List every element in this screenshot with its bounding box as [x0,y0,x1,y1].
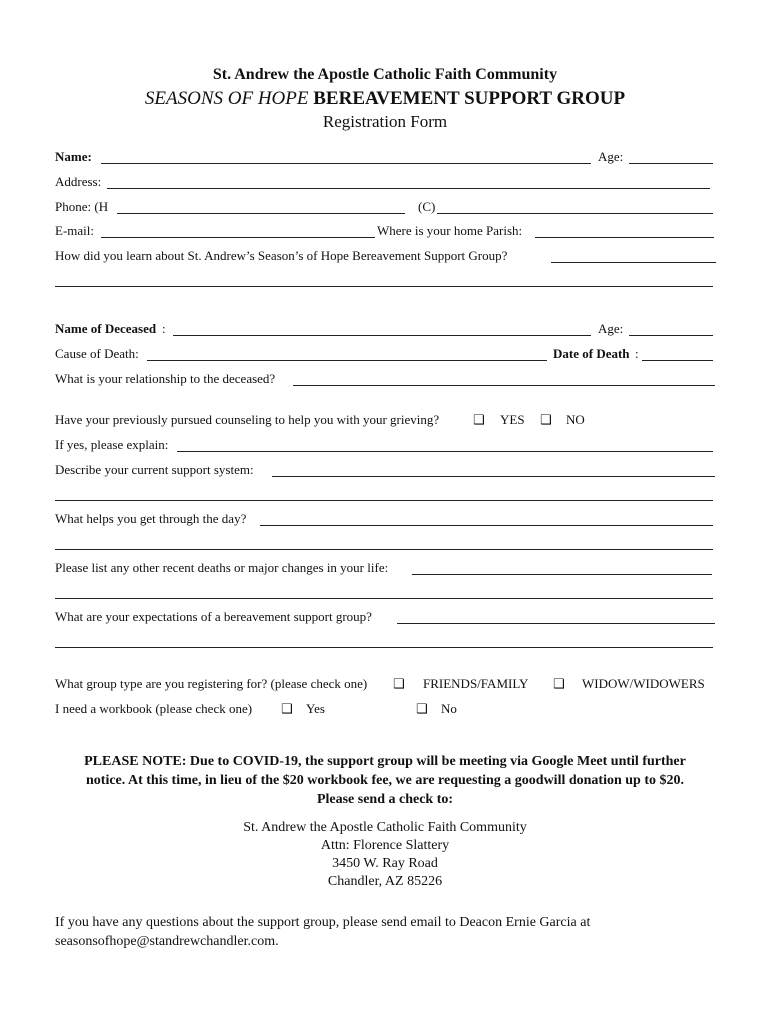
address-field[interactable] [107,174,710,189]
covid-note [40,752,730,809]
date-label: Date of Death [553,346,630,361]
address-line-4: Chandler, AZ 85226 [327,874,443,889]
address-line-1: St. Andrew the Apostle Catholic Faith Community [243,820,527,835]
org-name: St. Andrew the Apostle Catholic Faith Community [212,66,558,83]
parish-label: Where is your home Parish: [377,223,523,238]
expectations-field[interactable] [397,609,715,624]
friends-family-label: FRIENDS/FAMILY [423,676,529,691]
contact-line-1: If you have any questions about the support group, please send email to Deacon Ernie Garcia at [55,915,591,930]
phone-row [55,199,717,217]
workbook-yes-checkbox[interactable]: ❑ [281,702,293,717]
contact-info [55,913,735,951]
age-field[interactable] [629,149,713,164]
form-subtitle: Registration Form [322,112,448,131]
expectations-row [55,609,717,627]
changes-row [55,560,717,578]
friends-family-checkbox[interactable]: ❑ [393,677,405,692]
workbook-yes-label: Yes [306,701,325,716]
helps-field-line2[interactable] [55,549,713,550]
support-field-line2[interactable] [55,500,713,501]
counseling-label: Have your previously pursued counseling to help you with your grieving? [55,412,440,427]
cause-row [55,346,717,364]
workbook-no-checkbox[interactable]: ❑ [416,702,428,717]
counseling-no-checkbox[interactable]: ❑ [540,413,552,428]
note-line-1: PLEASE NOTE: Due to COVID-19, the support group will be meeting via Google Meet until further [84,754,686,769]
changes-field[interactable] [412,560,712,575]
address-line-3: 3450 W. Ray Road [332,856,438,871]
cause-field[interactable] [147,346,547,361]
counseling-yes-label: YES [500,412,525,427]
deceased-age-label: Age: [598,321,624,336]
workbook-label: I need a workbook (please check one) [55,701,253,716]
address-label: Address: [55,174,102,189]
form-title [0,88,770,110]
mailing-address [0,819,770,891]
group-type-label: What group type are you registering for? (please check one) [55,676,368,691]
parish-field[interactable] [535,223,714,238]
email-field[interactable] [101,223,375,238]
workbook-no-label: No [441,701,457,716]
relationship-field[interactable] [293,371,715,386]
title-rest: BEREAVEMENT SUPPORT GROUP [308,88,626,109]
note-line-3: Please send a check to: [316,792,454,807]
name-row [55,149,717,167]
title-italic: SEASONS OF HOPE [144,88,309,109]
deceased-row [55,321,717,339]
support-label: Describe your current support system: [55,462,254,477]
group-type-row [55,676,717,694]
support-row [55,462,717,480]
phone-home-field[interactable] [117,199,405,214]
age-label: Age: [598,149,624,164]
explain-label: If yes, please explain: [55,437,169,452]
explain-row [55,437,717,455]
note-line-2: notice. At this time, in lieu of the $20 workbook fee, we are requesting a goodwill donation up to $20. [86,773,684,788]
counseling-no-label: NO [566,412,585,427]
counseling-row [55,412,717,430]
deceased-field[interactable] [173,321,591,336]
email-label: E-mail: [55,223,94,238]
address-line-2: Attn: Florence Slattery [320,838,450,853]
changes-label: Please list any other recent deaths or major changes in your life: [55,560,389,575]
contact-email-link[interactable]: seasonsofhope@standrewchandler.com. [55,934,279,949]
relationship-row [55,371,717,389]
name-label: Name: [55,149,92,164]
expectations-label: What are your expectations of a bereavement support group? [55,609,372,624]
deceased-label: Name of Deceased [55,321,157,336]
relationship-label: What is your relationship to the deceased? [55,371,276,386]
support-field[interactable] [272,462,715,477]
learn-field-line2[interactable] [55,286,713,287]
name-field[interactable] [101,149,591,164]
deceased-age-field[interactable] [629,321,713,336]
learn-row [55,248,717,266]
date-field[interactable] [642,346,713,361]
learn-label: How did you learn about St. Andrew’s Season’s of Hope Bereavement Support Group? [55,248,508,263]
phone-home-label: Phone: (H [55,199,109,214]
widow-checkbox[interactable]: ❑ [553,677,565,692]
widow-label: WIDOW/WIDOWERS [582,676,705,691]
expectations-field-line2[interactable] [55,647,713,648]
email-row [55,223,717,241]
counseling-yes-checkbox[interactable]: ❑ [473,413,485,428]
cause-label: Cause of Death: [55,346,139,361]
address-row [55,174,717,192]
explain-field[interactable] [177,437,713,452]
helps-field[interactable] [260,511,713,526]
workbook-row [55,701,717,719]
helps-row [55,511,717,529]
phone-cell-field[interactable] [437,199,713,214]
changes-field-line2[interactable] [55,598,713,599]
phone-cell-label: (C) [418,199,436,214]
helps-label: What helps you get through the day? [55,511,247,526]
deceased-colon: : [162,321,166,336]
date-colon: : [635,346,639,361]
learn-field[interactable] [551,248,716,263]
